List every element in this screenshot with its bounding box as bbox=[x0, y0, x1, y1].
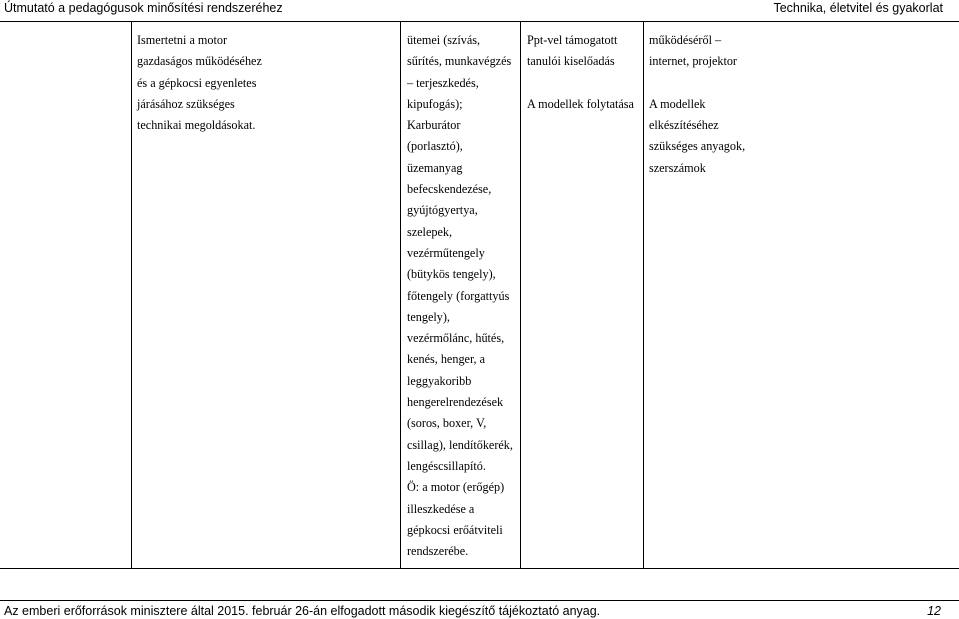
table-line: befecskendezése, bbox=[407, 182, 492, 197]
page-number: 12 bbox=[927, 604, 941, 618]
table-line: – terjeszkedés, bbox=[407, 75, 479, 90]
table-line: ütemei (szívás, bbox=[407, 33, 481, 47]
table-line: technikai megoldásokat. bbox=[137, 118, 256, 133]
table-line: szerszámok bbox=[649, 160, 706, 175]
table-line: tanulói kiselőadás bbox=[527, 54, 615, 69]
header-subject: Technika, életvitel és gyakorlat bbox=[773, 1, 943, 15]
table-line: A modellek folytatása bbox=[527, 96, 634, 111]
table-line: vezérműtengely bbox=[407, 245, 485, 260]
table-line: A modellek bbox=[649, 96, 706, 111]
table-line: elkészítéséhez bbox=[649, 118, 719, 133]
table-line: működéséről – bbox=[649, 33, 722, 47]
line-gap bbox=[649, 73, 745, 94]
table-line: kipufogás); bbox=[407, 96, 463, 111]
table-line: szelepek, bbox=[407, 224, 453, 239]
table-line: tengely), bbox=[407, 309, 450, 324]
table-line: (porlasztó), bbox=[407, 139, 463, 154]
table-border bbox=[520, 22, 521, 568]
table-line: Ö: a motor (erőgép) bbox=[407, 480, 505, 495]
table-line: Ismertetni a motor bbox=[137, 33, 228, 47]
table-line: gazdaságos működéséhez bbox=[137, 54, 262, 69]
header-title: Útmutató a pedagógusok minősítési rendszeréhez bbox=[4, 1, 283, 15]
table-line: Ppt-vel támogatott bbox=[527, 33, 618, 47]
table-border bbox=[643, 22, 644, 568]
table-line: üzemanyag bbox=[407, 160, 463, 175]
method-column bbox=[527, 30, 634, 115]
table-line: gyújtógyertya, bbox=[407, 203, 478, 218]
table-line: (bütykös tengely), bbox=[407, 267, 496, 282]
table-line: internet, projektor bbox=[649, 54, 737, 69]
table-line: főtengely (forgattyús bbox=[407, 288, 510, 303]
table-line: szükséges anyagok, bbox=[649, 139, 746, 154]
table-line: csillag), lendítőkerék, bbox=[407, 437, 513, 452]
table-line: gépkocsi erőátviteli bbox=[407, 522, 503, 537]
table-line: hengerelrendezések bbox=[407, 395, 504, 410]
tools-column bbox=[649, 30, 745, 179]
table-line: Karburátor bbox=[407, 118, 461, 133]
page-footer bbox=[0, 600, 959, 618]
content-table bbox=[0, 22, 959, 569]
table-line: lengéscsillapító. bbox=[407, 458, 486, 473]
page-header bbox=[0, 0, 959, 18]
table-line: rendszerébe. bbox=[407, 544, 469, 559]
table-line: és a gépkocsi egyenletes bbox=[137, 75, 257, 90]
footer-text: Az emberi erőforrások minisztere által 2015. február 26-án elfogadott második kiegészítő tájékoztató anyag. bbox=[4, 604, 601, 618]
table-line: illeszkedése a bbox=[407, 501, 475, 516]
table-line: sűrítés, munkavégzés bbox=[407, 54, 512, 69]
table-line: leggyakoribb bbox=[407, 373, 472, 388]
table-border bbox=[131, 22, 132, 568]
table-border bbox=[400, 22, 401, 568]
table-line: kenés, henger, a bbox=[407, 352, 486, 367]
goals-column bbox=[137, 30, 262, 136]
table-line: (soros, boxer, V, bbox=[407, 416, 487, 431]
line-gap bbox=[527, 73, 634, 94]
table-line: járásához szükséges bbox=[137, 96, 235, 111]
content-column bbox=[407, 30, 513, 562]
table-line: vezérmőlánc, hűtés, bbox=[407, 331, 505, 346]
